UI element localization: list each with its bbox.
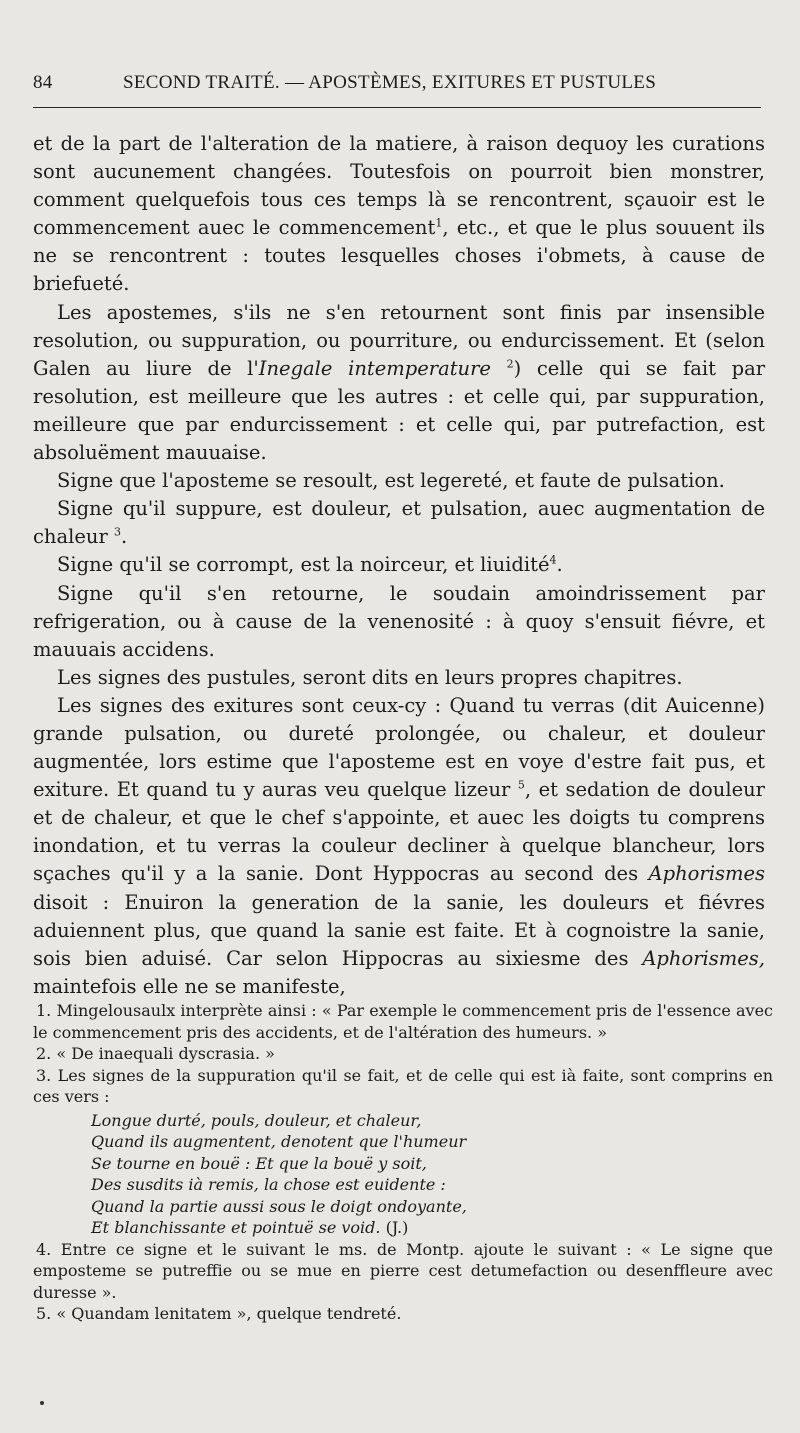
verse-line: Des susdits ià remis, la chose est euidente : <box>91 1175 446 1194</box>
paragraph: Signe qu'il se corrompt, est la noirceur, et liuidité$^4$. <box>57 553 563 577</box>
footnote-1: 1. Mingelousaulx interprète ainsi : « Par exemple le commencement pris de l'essence avec le commencement pris des accidents, et de l'altération des humeurs. » <box>33 1001 773 1042</box>
paragraph: et de la part de l'alteration de la matiere, à raison dequoy les curations sont aucunement changées. Toutesfois on pourroit bien monstrer, comment quelquefois tous ces temps là se rencontrent, sçauoir est le commencement auec le commencement$^1$, etc., et que le plus souuent ils ne se rencontrent : toutes lesquelles choses i'obmets, à cause de briefueté. <box>33 132 765 296</box>
main-text <box>33 130 765 1001</box>
paragraph: Les signes des pustules, seront dits en leurs propres chapitres. <box>57 665 683 689</box>
verse-line: Et blanchissante et pointuë se void. (J.) <box>91 1218 409 1237</box>
paragraph: Signe qu'il s'en retourne, le soudain amoindrissement par refrigeration, ou à cause de la venenosité : à quoy s'ensuit fiévre, et mauuais accidens. <box>33 581 765 661</box>
paragraph: Signe que l'aposteme se resoult, est legereté, et faute de pulsation. <box>57 469 725 493</box>
footnote-5: 5. « Quandam lenitatem », quelque tendreté. <box>36 1304 402 1323</box>
page-number: 84 <box>33 72 53 93</box>
paragraph: Les signes des exitures sont ceux-cy : Quand tu verras (dit Auicenne) grande pulsation, ou dureté prolongée, ou chaleur, et douleur augmentée, lors estime que l'aposteme est en voye d'estre fait pus, et exiture. Et quand tu y auras veu quelque lizeur $^5$, et sedation de douleur et de chaleur, et que le chef s'appointe, et auec les doigts tu comprens inondation, et tu verras la couleur decliner à quelque blancheur, lors sçaches qu'il y a la sanie. Dont Hyppocras au second des Aphorismes disoit : Enuiron la generation de la sanie, les douleurs et fiévres aduiennent plus, que quand la sanie est faite. Et à cognoistre la sanie, sois bien aduisé. Car selon Hippocras au sixiesme des Aphorismes, maintefois elle ne se manifeste, <box>33 693 765 998</box>
verse-line: Longue durté, pouls, douleur, et chaleur, <box>91 1110 422 1130</box>
footnote-ref: 3 <box>113 525 121 539</box>
verse-line: Quand ils augmentent, denotent que l'humeur <box>91 1132 467 1151</box>
paragraph: Les apostemes, s'ils ne s'en retournent sont finis par insensible resolution, ou suppuration, ou pourriture, ou endurcissement. Et (selon Galen au liure de l'Inegale intemperature $^2$) celle qui se fait par resolution, est meilleure que les autres : et celle qui, par suppuration, meilleure que par endurcissement : et celle qui, par putrefaction, est absoluëment mauuaise. <box>33 300 766 465</box>
footnote-3: 3. Les signes de la suppuration qu'il se fait, et de celle qui est ià faite, sont comprins en ces vers : <box>33 1065 773 1106</box>
verse-line: Se tourne en bouë : Et que la bouë y soit, <box>91 1153 427 1173</box>
header-rule <box>33 107 761 108</box>
paragraph: Signe qu'il suppure, est douleur, et pulsation, auec augmentation de chaleur $^3$. <box>33 497 765 549</box>
footnote-ref: 4 <box>549 553 557 567</box>
footnote-4: 4. Entre ce signe et le suivant le ms. de Montp. ajoute le suivant : « Le signe que emposteme se putreffie ou se mue en pierre cest detumefaction ou desenffleure avec duresse ». <box>33 1239 773 1302</box>
footnote-ref: 5 <box>517 778 525 792</box>
verse-line: Quand la partie aussi sous le doigt ondoyante, <box>91 1196 467 1216</box>
footnotes <box>33 1000 773 1325</box>
footnote-ref: 1 <box>435 216 443 230</box>
running-title: SECOND TRAITÉ. — APOSTÈMES, EXITURES ET PUSTULES <box>123 72 657 93</box>
footnote-2: 2. « De inaequali dyscrasia. » <box>36 1044 275 1063</box>
verse-attribution: (J.) <box>380 1218 409 1237</box>
print-speck <box>40 1401 44 1405</box>
verse-block <box>91 1110 773 1239</box>
footnote-ref: 2 <box>506 357 514 371</box>
